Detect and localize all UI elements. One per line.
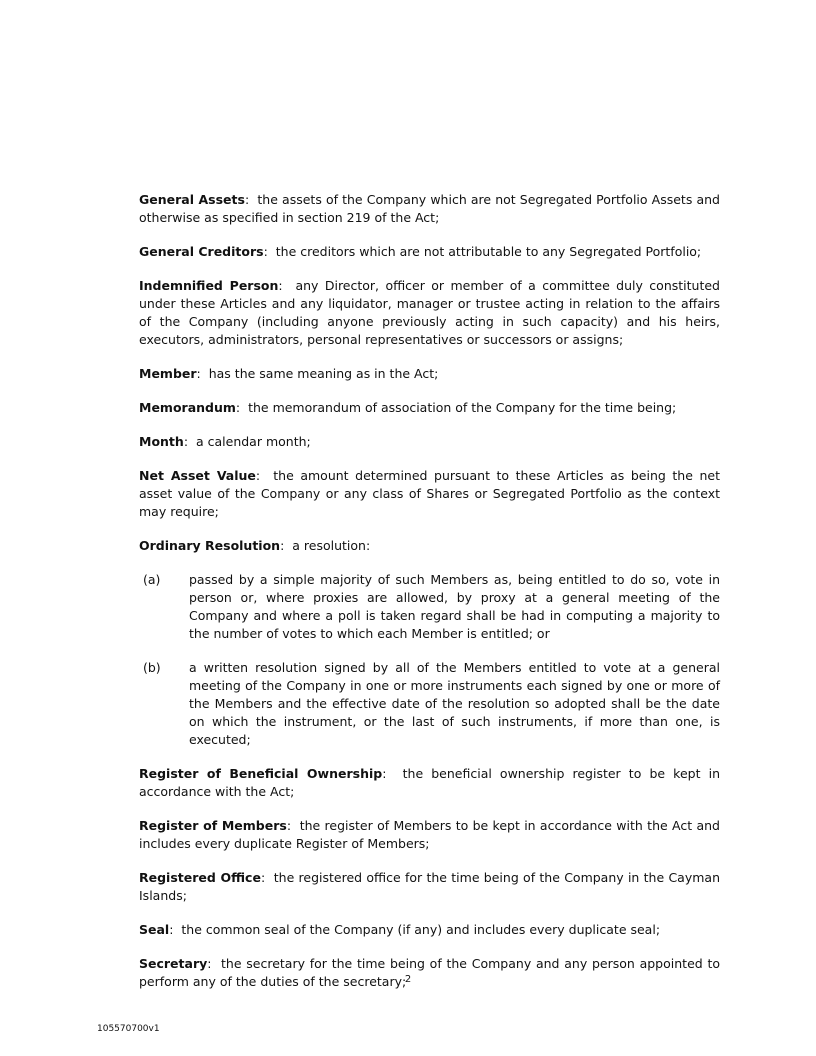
document-body (139, 191, 720, 1007)
definition-text: a calendar month; (195, 434, 311, 449)
definition-text: the secretary for the time being of the Company and any person appointed to perform any of the duties of the secretary; (139, 956, 720, 989)
definition-term: Month (139, 434, 184, 449)
definition-memorandum: Memorandum: the memorandum of association of the Company for the time being; (139, 400, 677, 415)
definition-text: any Director, officer or member of a committee duly constituted under these Articles and any liquidator, manager or trustee acting in relation to the affairs of the Company (including anyone previously acting in such capacity) and his heirs, executors, administrators, personal representatives or successors or assigns; (139, 278, 720, 347)
definition-term: Register of Beneficial Ownership (139, 766, 383, 781)
definition-month: Month: a calendar month; (139, 434, 311, 449)
sub-clause-text: passed by a simple majority of such Members as, being entitled to do so, vote in person or, where proxies are allowed, by proxy at a general meeting of the Company and where a poll is taken regard shall be had in computing a majority to the number of votes to which each Member is entitled; or (189, 572, 720, 641)
definition-text: the beneficial ownership register to be kept in accordance with the Act; (139, 766, 720, 799)
definition-term: Memorandum (139, 400, 236, 415)
sub-clause-text: a written resolution signed by all of the Members entitled to vote at a general meeting of the Company in one or more instruments each signed by one or more of the Members and the effective date of the resolution so adopted shall be the date on which the instrument, or the last of such instruments, if more than one, is executed; (189, 660, 720, 747)
definition-term: Ordinary Resolution (139, 538, 281, 553)
definition-term: Member (139, 366, 197, 381)
definition-term: General Creditors (139, 244, 264, 259)
definition-term: Indemnified Person (139, 278, 279, 293)
definition-register-of-beneficial-ownership: Register of Beneficial Ownership: the beneficial ownership register to be kept in accordance with the Act; (139, 766, 720, 799)
definition-secretary: Secretary: the secretary for the time being of the Company and any person appointed to perform any of the duties of the secretary; (139, 956, 720, 989)
definition-term: Registered Office (139, 870, 261, 885)
definition-term: General Assets (139, 192, 245, 207)
definition-net-asset-value: Net Asset Value: the amount determined pursuant to these Articles as being the net asset value of the Company or any class of Shares or Segregated Portfolio as the context may require; (139, 468, 720, 519)
definition-text: the registered office for the time being of the Company in the Cayman Islands; (139, 870, 720, 903)
definition-ordinary-resolution: Ordinary Resolution: a resolution: (139, 538, 371, 553)
definition-member: Member: has the same meaning as in the Act; (139, 366, 439, 381)
definition-registered-office: Registered Office: the registered office for the time being of the Company in the Cayman Islands; (139, 870, 720, 903)
definition-term: Register of Members (139, 818, 287, 833)
definition-text: the register of Members to be kept in accordance with the Act and includes every duplicate Register of Members; (139, 818, 720, 851)
definition-text: a resolution: (292, 538, 371, 553)
document-id: 105570700v1 (97, 1024, 160, 1034)
definition-text: the memorandum of association of the Company for the time being; (248, 400, 677, 415)
definition-text: the amount determined pursuant to these Articles as being the net asset value of the Company or any class of Shares or Segregated Portfolio as the context may require; (139, 468, 720, 519)
definition-general-creditors: General Creditors: the creditors which are not attributable to any Segregated Portfolio; (139, 244, 702, 259)
sub-clause-label: (a) (143, 572, 161, 587)
page-number: 2 (404, 974, 412, 985)
definition-general-assets: General Assets: the assets of the Company which are not Segregated Portfolio Assets and otherwise as specified in section 219 of the Act; (139, 192, 720, 225)
definition-term: Seal (139, 922, 170, 937)
sub-clause-label: (b) (143, 660, 161, 675)
definition-register-of-members: Register of Members: the register of Members to be kept in accordance with the Act and includes every duplicate Register of Members; (139, 818, 720, 851)
definition-seal: Seal: the common seal of the Company (if any) and includes every duplicate seal; (139, 922, 661, 937)
sub-clause-a (139, 571, 720, 643)
definition-text: has the same meaning as in the Act; (208, 366, 439, 381)
definition-text: the common seal of the Company (if any) and includes every duplicate seal; (181, 922, 661, 937)
definition-indemnified-person: Indemnified Person: any Director, officer or member of a committee duly constituted under these Articles and any liquidator, manager or trustee acting in relation to the affairs of the Company (including anyone previously acting in such capacity) and his heirs, executors, administrators, personal representatives or successors or assigns; (139, 278, 720, 347)
definition-term: Secretary (139, 956, 208, 971)
sub-clause-b (139, 659, 720, 749)
definition-term: Net Asset Value (139, 468, 256, 483)
definition-text: the assets of the Company which are not Segregated Portfolio Assets and otherwise as specified in section 219 of the Act; (139, 192, 720, 225)
definition-text: the creditors which are not attributable to any Segregated Portfolio; (275, 244, 702, 259)
